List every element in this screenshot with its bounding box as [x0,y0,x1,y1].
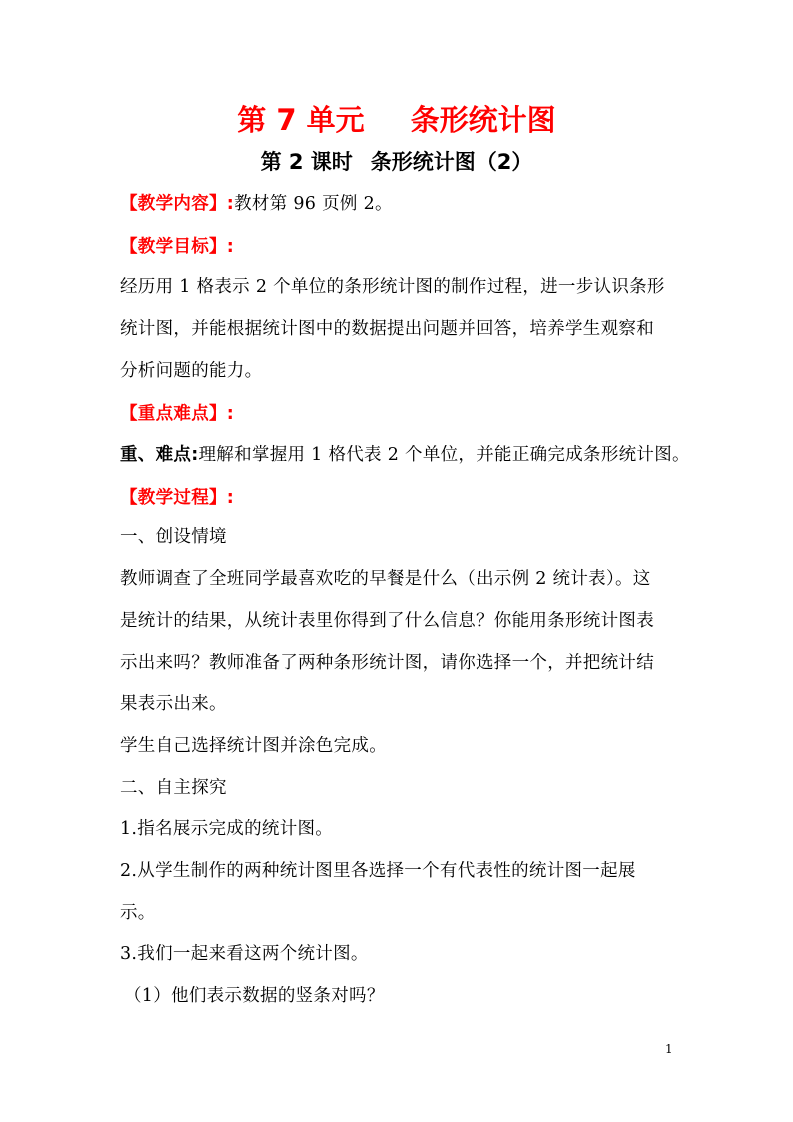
unit-number: 第 7 单元 [237,103,365,137]
teaching-content-label: 【教学内容】: [120,194,235,214]
process-line: 学生自己选择统计图并涂色完成。 [120,736,387,756]
teaching-content [120,190,393,215]
process-line: 二、自主探究 [120,778,227,798]
objectives-line: 分析问题的能力。 [120,361,263,381]
process-line: 教师调查了全班同学最喜欢吃的早餐是什么（出示例 2 统计表）。这 [120,569,651,589]
process-label: 【教学过程】: [120,488,235,508]
unit-title [0,98,793,139]
keypoints-label: 【重点难点】: [120,404,235,424]
keypoints-line [120,441,690,466]
process-line: （1）他们表示数据的竖条对吗？ [124,986,385,1006]
process-line: 示。 [120,903,156,923]
process-line: 是统计的结果，从统计表里你得到了什么信息？你能用条形统计图表 [120,611,654,631]
objectives-line: 统计图，并能根据统计图中的数据提出问题并回答，培养学生观察和 [120,319,654,339]
process-line: 2.从学生制作的两种统计图里各选择一个有代表性的统计图一起展 [120,861,636,881]
keypoints-prefix: 重、难点: [120,445,199,465]
process-line: 果表示出来。 [120,694,227,714]
lesson-number: 第 2 课时 [260,150,353,174]
process-line: 示出来吗？教师准备了两种条形统计图，请你选择一个，并把统计结 [120,653,654,673]
objectives-line: 经历用 1 格表示 2 个单位的条形统计图的制作过程，进一步认识条形 [120,277,665,297]
unit-name: 条形统计图 [410,103,556,137]
teaching-content-text: 教材第 96 页例 2。 [234,194,393,214]
page-number: 1 [665,1042,673,1056]
process-line: 1.指名展示完成的统计图。 [120,819,334,839]
process-line: 3.我们一起来看这两个统计图。 [120,944,369,964]
process-line: 一、创设情境 [120,527,227,547]
teaching-objectives-label: 【教学目标】: [120,237,235,257]
lesson-name: 条形统计图（2） [370,150,533,174]
lesson-subtitle [0,146,793,176]
keypoints-text: 理解和掌握用 1 格代表 2 个单位，并能正确完成条形统计图。 [198,445,690,465]
